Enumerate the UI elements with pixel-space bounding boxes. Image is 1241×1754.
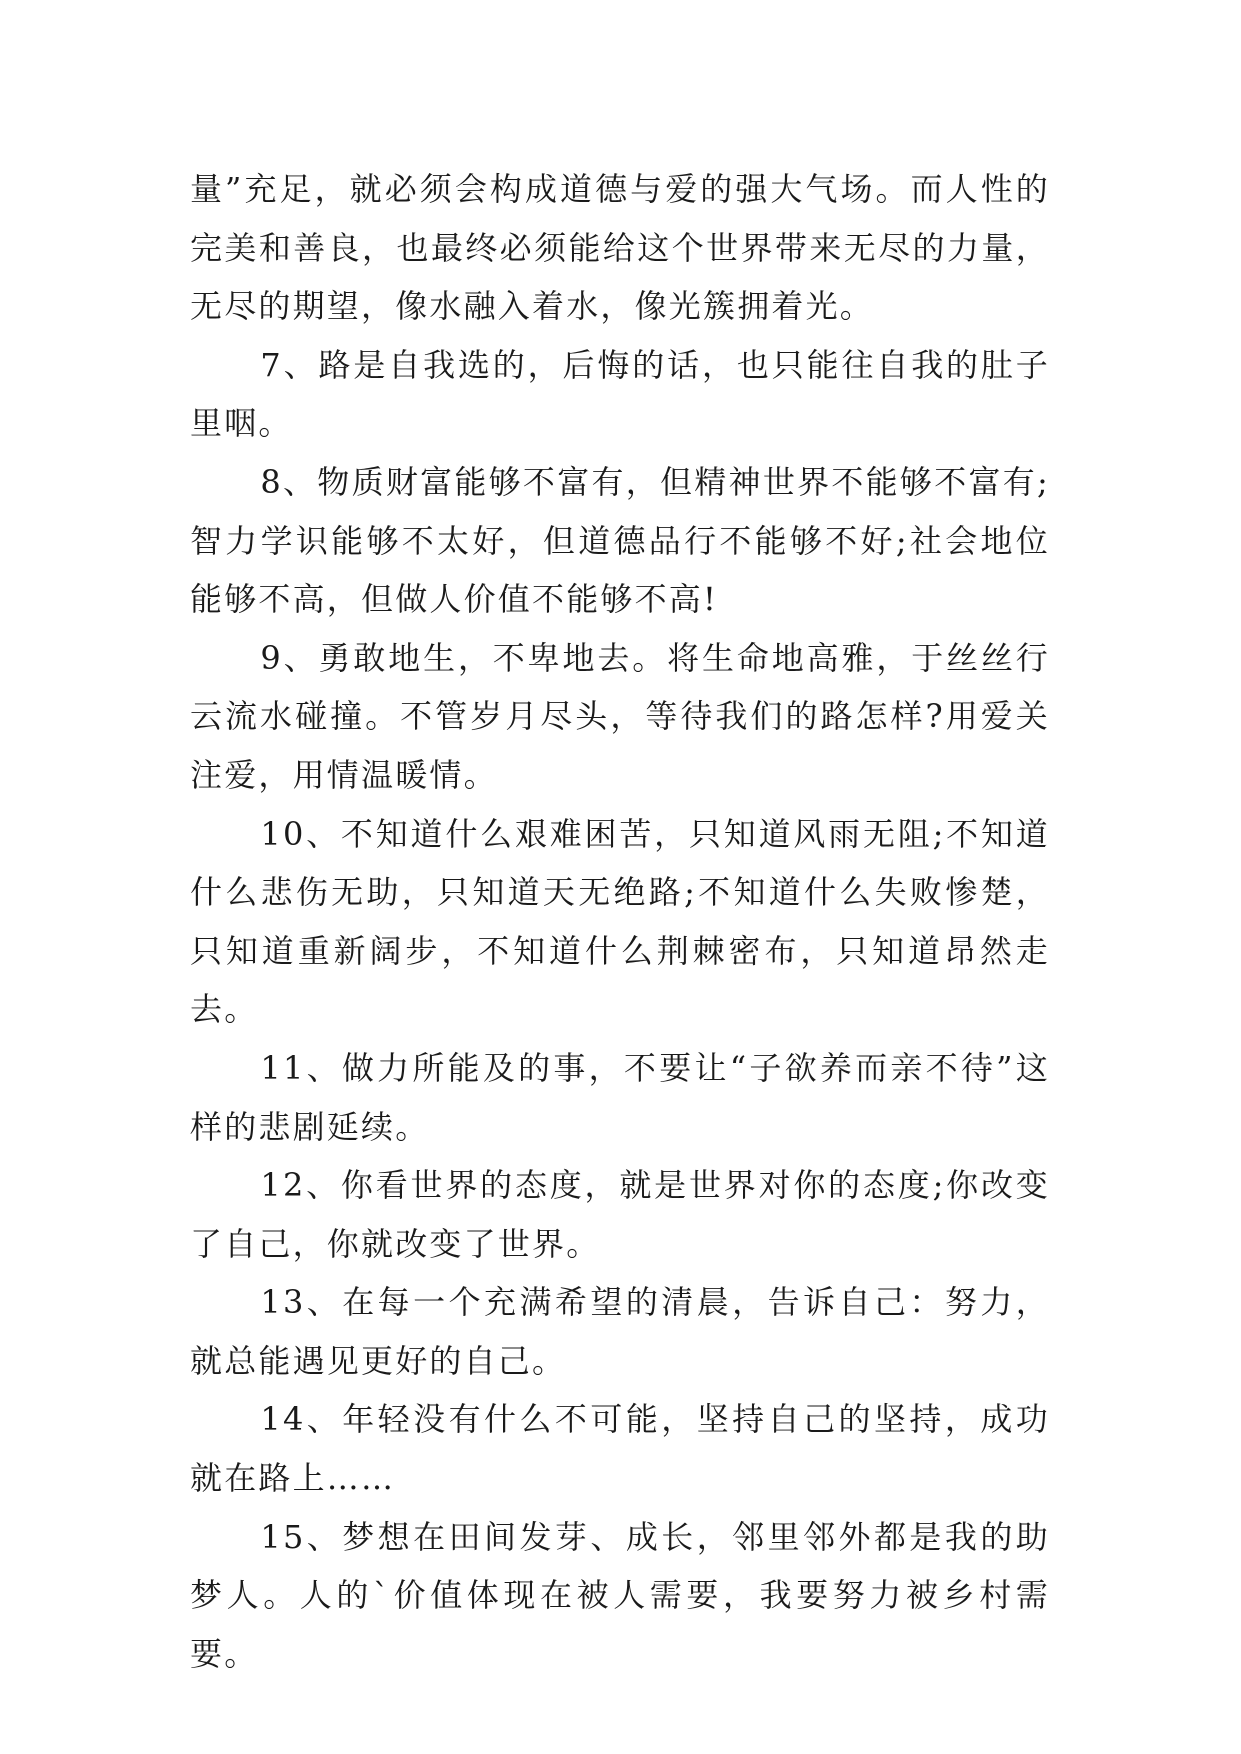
paragraph-item-7: 7、路是自我选的，后悔的话，也只能往自我的肚子里咽。 xyxy=(190,345,1050,443)
paragraph-item-14: 14、年轻没有什么不可能，坚持自己的坚持，成功就在路上…… xyxy=(190,1400,1050,1498)
paragraph-item-10: 10、不知道什么艰难困苦，只知道风雨无阻;不知道什么悲伤无助，只知道天无绝路;不知道什么失败惨楚，只知道重新阔步，不知道什么荆棘密布，只知道昂然走去。 xyxy=(190,814,1050,1029)
paragraph-item-11: 11、做力所能及的事，不要让“子欲养而亲不待”这样的悲剧延续。 xyxy=(190,1048,1050,1146)
paragraph-item-8: 8、物质财富能够不富有，但精神世界不能够不富有;智力学识能够不太好，但道德品行不能够不好;社会地位能够不高，但做人价值不能够不高! xyxy=(190,462,1050,619)
paragraph-item-15: 15、梦想在田间发芽、成长，邻里邻外都是我的助梦人。人的`价值体现在被人需要，我要努力被乡村需要。 xyxy=(190,1517,1050,1673)
paragraph-item-13: 13、在每一个充满希望的清晨，告诉自己：努力，就总能遇见更好的自己。 xyxy=(190,1283,1050,1380)
paragraph-continuation: 量”充足，就必须会构成道德与爱的强大气场。而人性的完美和善良，也最终必须能给这个世界带来无尽的力量，无尽的期望，像水融入着水，像光簇拥着光。 xyxy=(190,170,1050,326)
paragraph-item-12: 12、你看世界的态度，就是世界对你的态度;你改变了自己，你就改变了世界。 xyxy=(190,1166,1050,1263)
document-body xyxy=(190,160,1050,1683)
paragraph-item-9: 9、勇敢地生，不卑地去。将生命地高雅，于丝丝行云流水碰撞。不管岁月尽头，等待我们的路怎样?用爱关注爱，用情温暖情。 xyxy=(190,638,1050,794)
